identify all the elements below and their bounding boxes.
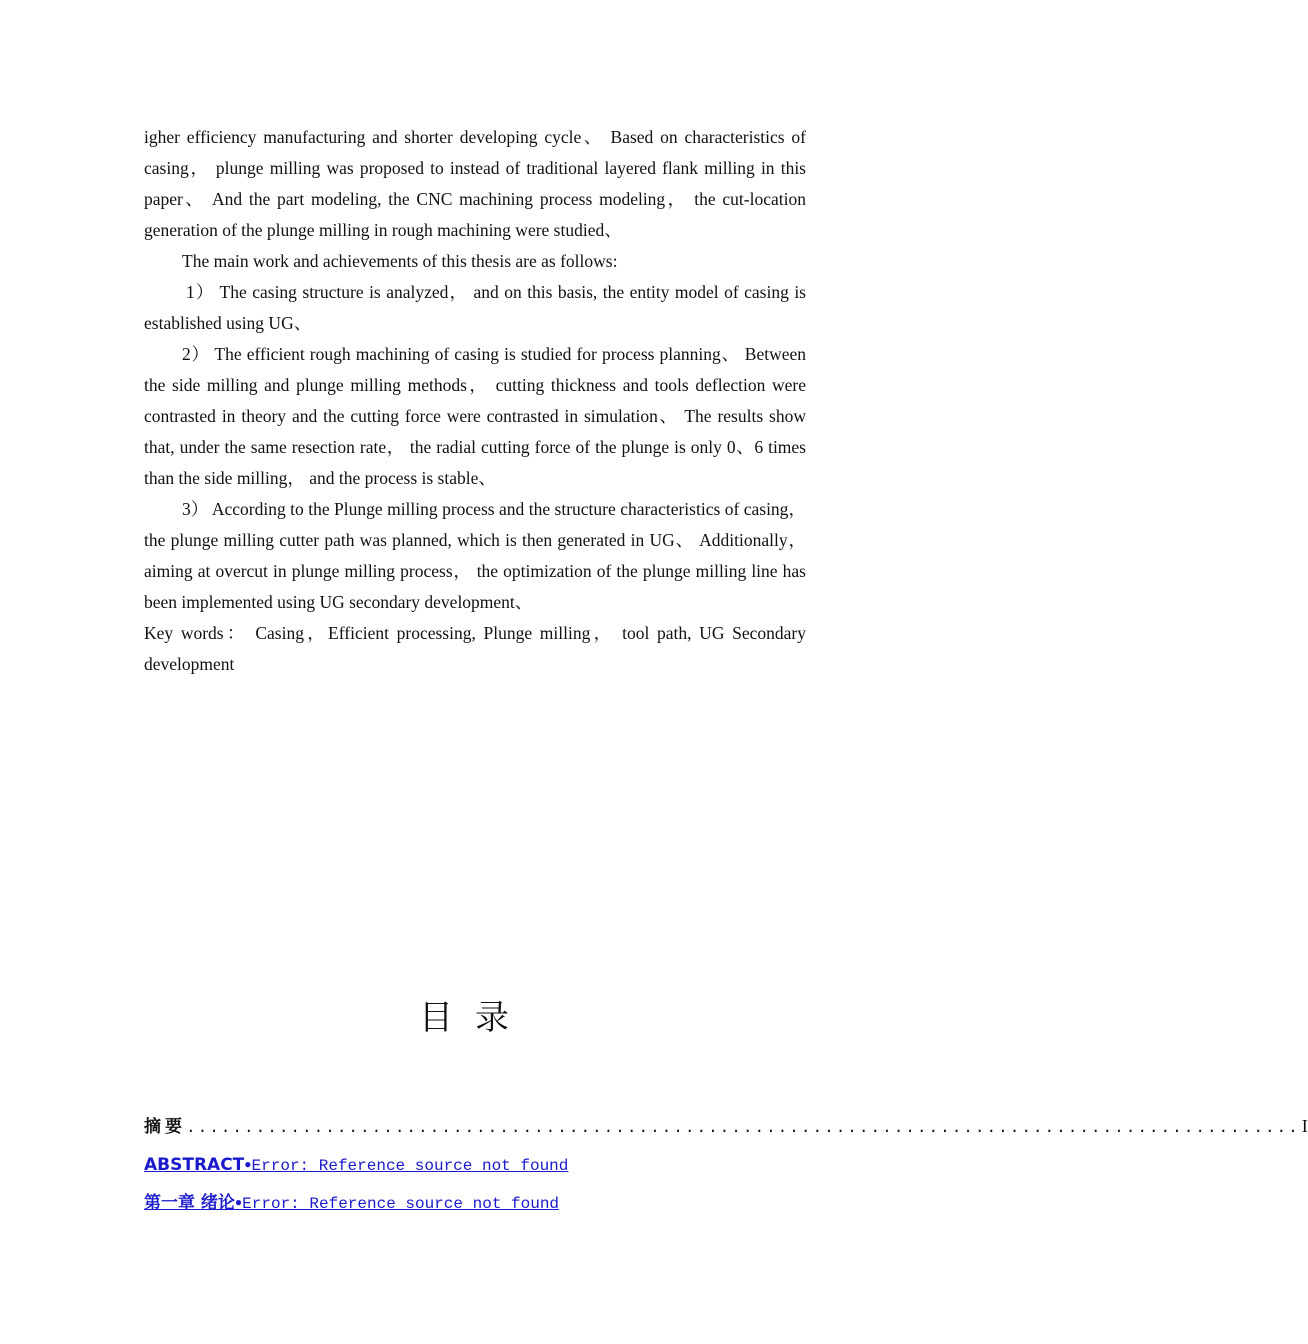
achievement-item-1: 1） The casing structure is analyzed， and on this basis, the entity model of casing is established using UG、: [144, 282, 806, 333]
toc-entry-label: ABSTRACT: [144, 1155, 245, 1175]
toc-entry-chapter-1[interactable]: [144, 1186, 806, 1224]
bookmark-bullet-icon: ●: [244, 1157, 252, 1171]
toc-leader-dots: ................................................................................................: [186, 1119, 1300, 1137]
toc-link-chapter-1[interactable]: [144, 1193, 559, 1212]
table-of-contents: [144, 1110, 1308, 1224]
toc-title: 目录: [419, 998, 531, 1038]
toc-entry-abstract-cn[interactable]: [144, 1110, 1308, 1148]
achievement-item-3: 3） According to the Plunge milling process and the structure characteristics of casing， the plunge milling cutter path was planned, which is then generated in UG、 Additionally， aiming at overcut in plunge milling process， the optimization of the plunge milling line has been implemented using UG secondary development、: [144, 499, 806, 612]
toc-entry-label: 第一章 绪论: [144, 1193, 235, 1213]
achievement-item-2: 2） The efficient rough machining of casing is studied for process planning、 Between the side milling and plunge milling methods， cutting thickness and tools deflection were contrasted in theory and the cutting force were contrasted in simulation、 The results show that, under the same resection rate， the radial cutting force of the plunge is only 0、6 times than the side milling， and the process is stable、: [144, 344, 806, 488]
keywords-line: [144, 618, 806, 680]
bookmark-bullet-icon: ●: [234, 1195, 243, 1209]
abstract-paragraph-1: igher efficiency manufacturing and shorter developing cycle、 Based on characteristics of casing， plunge milling was proposed to instead of traditional layered flank milling in this paper、 And the part modeling, the CNC machining process modeling， the cut-location generation of the plunge milling in rough machining were studied、: [144, 127, 806, 240]
reference-error-text: Error: Reference source not found: [242, 1195, 560, 1213]
abstract-paragraph-2: The main work and achievements of this thesis are as follows:: [182, 251, 618, 271]
keywords-text: Casing，Efficient processing, Plunge milling， tool path, UG Secondary development: [144, 623, 806, 674]
toc-page-number: I: [1301, 1116, 1308, 1136]
toc-entry-abstract-en[interactable]: [144, 1148, 806, 1186]
keywords-label: Key words：: [144, 623, 248, 643]
abstract-english: [144, 122, 806, 680]
reference-error-text: Error: Reference source not found: [251, 1157, 569, 1175]
toc-entry-label: 摘要: [144, 1117, 186, 1137]
toc-link-abstract[interactable]: [144, 1155, 568, 1174]
